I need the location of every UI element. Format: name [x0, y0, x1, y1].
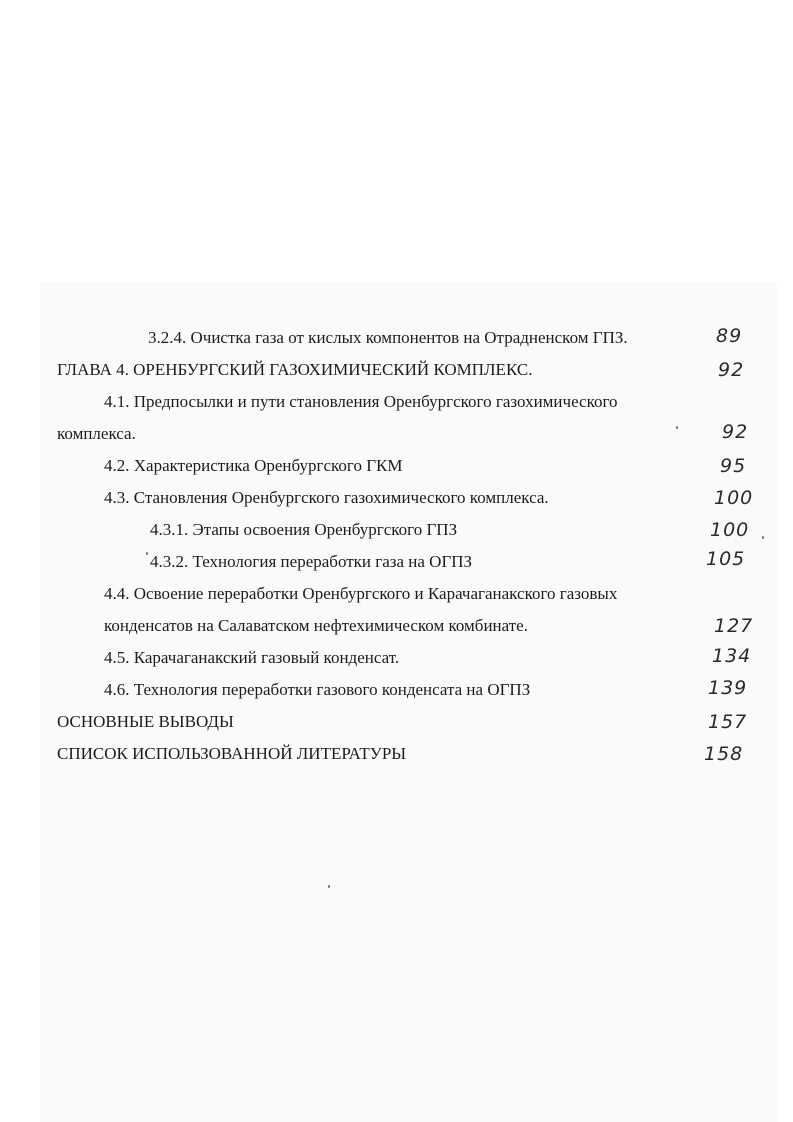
- toc-entry-4-1: 4.1. Предпосылки и пути становления Оренбургского газохимического: [104, 392, 618, 411]
- page-number-4-3-2: 105: [706, 548, 746, 570]
- toc-entry-conclusions: ОСНОВНЫЕ ВЫВОДЫ: [57, 712, 234, 731]
- scan-speck: [146, 552, 148, 555]
- page-number-conclusions: 157: [708, 711, 748, 733]
- toc-entry-4-3: 4.3. Становления Оренбургского газохимического комплекса.: [104, 488, 549, 507]
- toc-entry-references: СПИСОК ИСПОЛЬЗОВАННОЙ ЛИТЕРАТУРЫ: [57, 744, 407, 763]
- page-number-references: 158: [704, 743, 744, 765]
- page-number-4-6: 139: [708, 677, 748, 699]
- page-number-chapter-4: 92: [718, 359, 745, 381]
- toc-entry-4-6: 4.6. Технология переработки газового конденсата на ОГПЗ: [104, 680, 531, 699]
- toc-entry-4-3-2: 4.3.2. Технология переработки газа на ОГПЗ: [150, 552, 473, 571]
- toc-entry-4-3-1: 4.3.1. Этапы освоения Оренбургского ГПЗ: [150, 520, 458, 539]
- page-number-4-4: 127: [714, 615, 754, 637]
- page-number-4-3: 100: [714, 487, 754, 509]
- toc-entry-4-4-continued: конденсатов на Салаватском нефтехимическом комбинате.: [104, 616, 528, 635]
- toc-entry-4-4: 4.4. Освоение переработки Оренбургского и Карачаганакского газовых: [104, 584, 618, 603]
- scan-speck: [328, 885, 330, 888]
- toc-entry-4-5: 4.5. Карачаганакский газовый конденсат.: [104, 648, 400, 667]
- toc-entry-chapter-4: ГЛАВА 4. ОРЕНБУРГСКИЙ ГАЗОХИМИЧЕСКИЙ КОМПЛЕКС.: [57, 360, 533, 379]
- scan-speck: [676, 426, 678, 429]
- page-number-3-2-4: 89: [716, 325, 743, 347]
- toc-entry-3-2-4: 3.2.4. Очистка газа от кислых компонентов на Отрадненском ГПЗ.: [148, 328, 628, 347]
- page-number-4-5: 134: [712, 645, 752, 667]
- page-number-4-2: 95: [720, 455, 747, 477]
- scan-speck: [762, 536, 764, 539]
- page-number-4-1: 92: [722, 421, 749, 443]
- toc-entry-4-2: 4.2. Характеристика Оренбургского ГКМ: [104, 456, 403, 475]
- toc-entry-4-1-continued: комплекса.: [57, 424, 136, 443]
- page-number-4-3-1: 100: [710, 519, 750, 541]
